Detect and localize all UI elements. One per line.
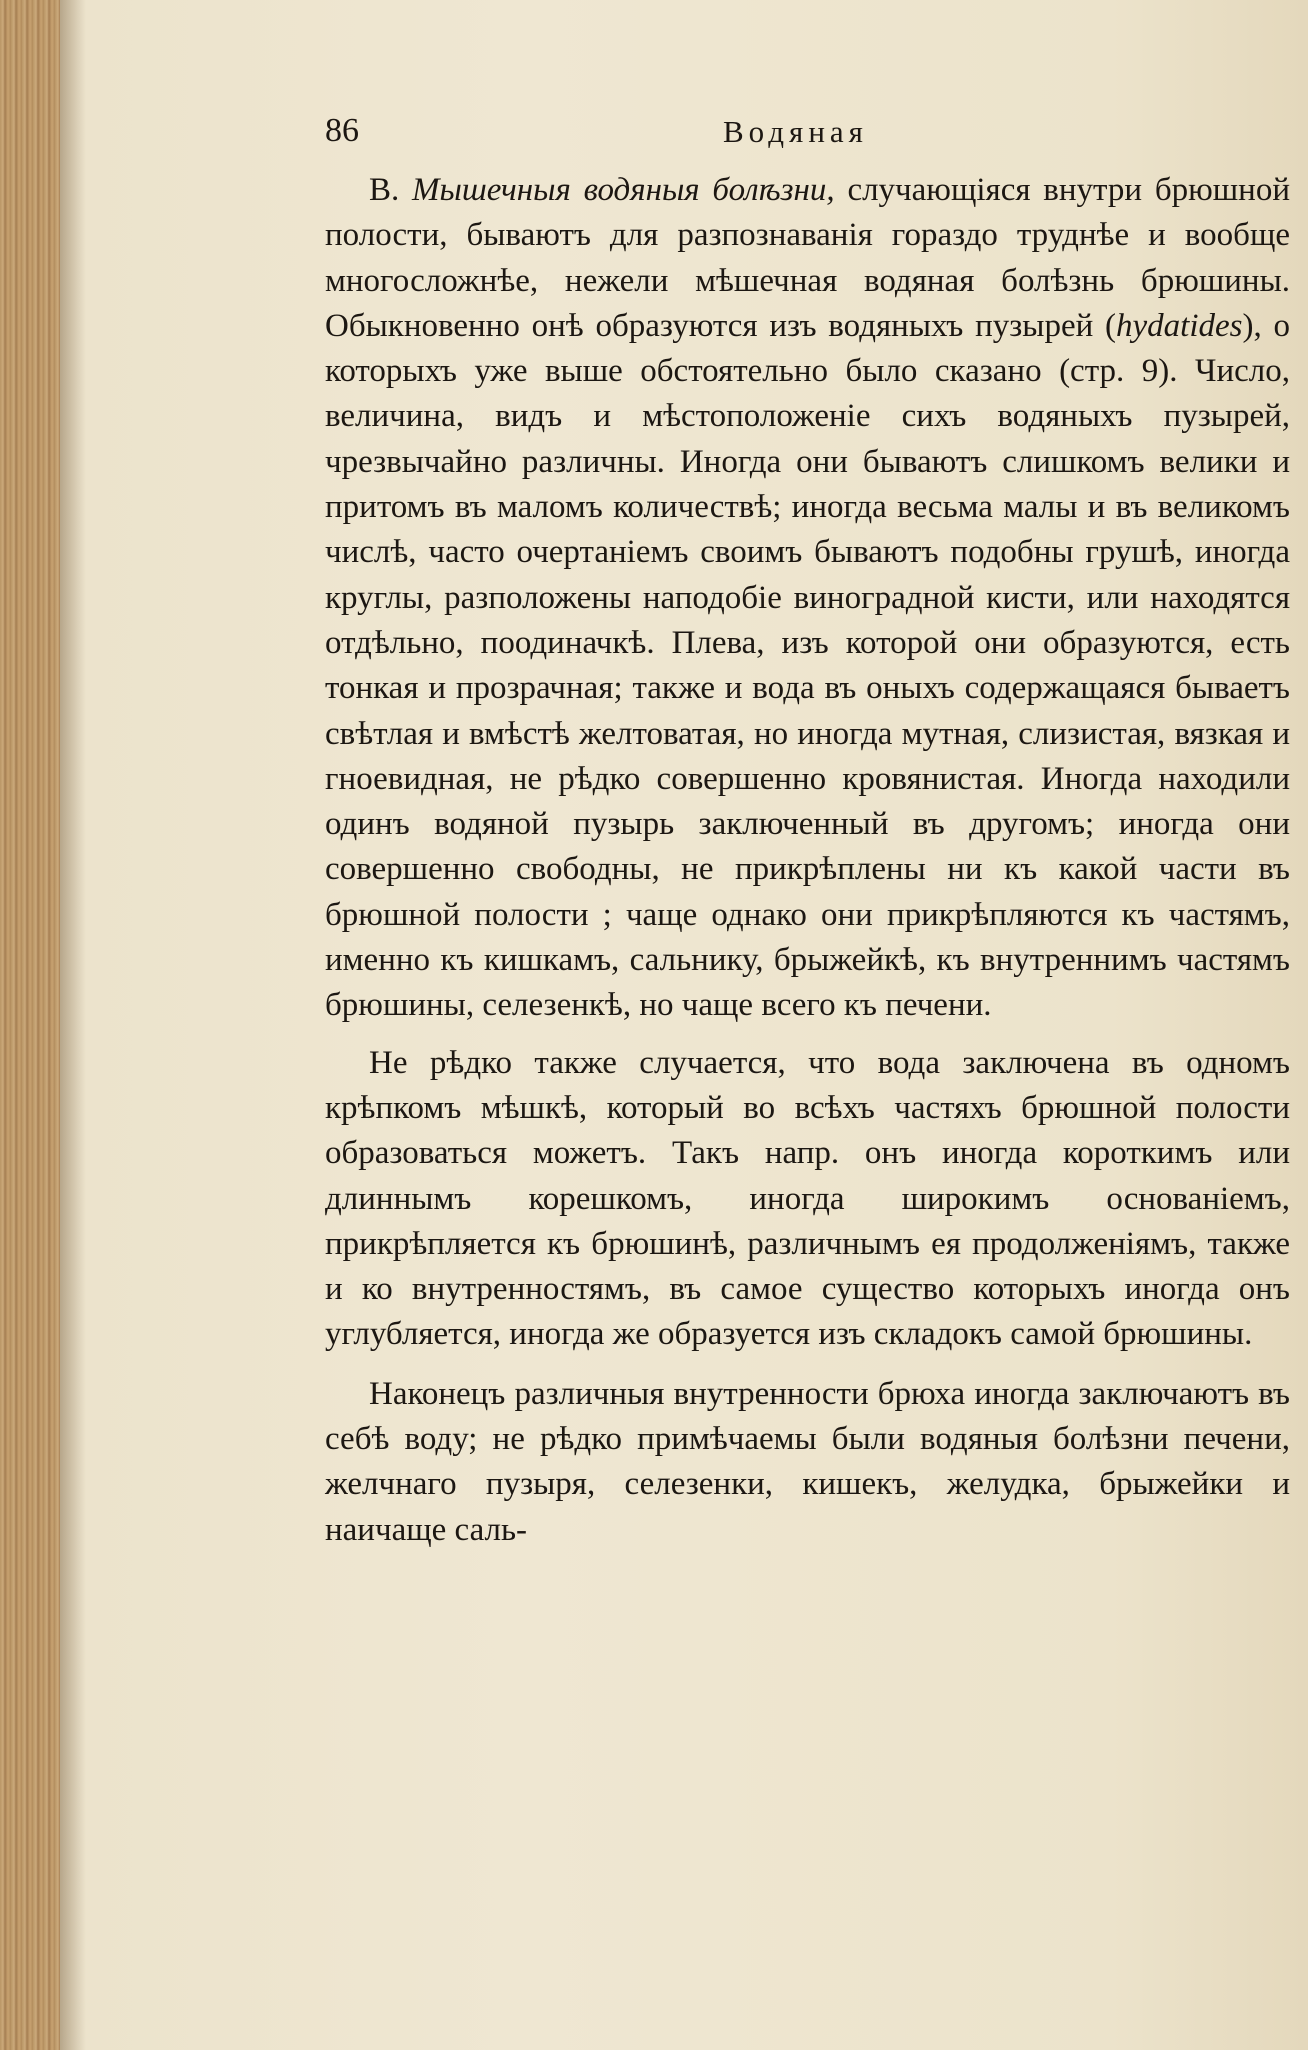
page-number: 86 — [325, 112, 359, 149]
body-text — [325, 168, 1290, 1553]
paragraph-3: Наконецъ различныя внутренности брюха иногда заключаютъ въ себѣ воду; не рѣдко примѣчаемы были водяныя болѣзни печени, желчнаго пузыря, селезенки, кишекъ, желудка, брыжейки и наичаще саль- — [325, 1375, 1290, 1548]
section-letter: В. — [369, 172, 400, 208]
paragraph-1-text-a: случающіяся внутри брюшной полости, бываютъ для разпознаванія гораздо труднѣе и вообще многосложнѣе, нежели мѣшечная водяная болѣзнь брюшины. Обыкновенно онѣ образуются изъ водяныхъ пузырей ( — [325, 172, 1290, 344]
page-header — [325, 112, 1290, 162]
paragraph-1-text-b: ), о которыхъ уже выше обстоятельно было сказано (стр. 9). Число, величина, видъ и мѣстоположеніе сихъ водяныхъ пузырей, чрезвычайно различны. Иногда они бываютъ слишкомъ велики и притомъ въ маломъ количествѣ; иногда весьма малы и въ великомъ числѣ, часто очертаніемъ своимъ бываютъ подобны грушѣ, иногда круглы, разположены наподобіе виноградной кисти, или находятся отдѣльно, поодиначкѣ. Плева, изъ которой они образуются, есть тонкая и прозрачная; также и вода въ оныхъ содержащаяся бываетъ свѣтлая и вмѣстѣ желтоватая, но иногда мутная, слизистая, вязкая и гноевидная, не рѣдко совершенно кровянистая. Иногда находили одинъ водяной пузырь заключенный въ другомъ; иногда они совершенно свободны, не прикрѣплены ни къ какой части въ брюшной полости ; чаще однако они прикрѣпляются къ частямъ, именно къ кишкамъ, сальнику, брыжейкѣ, къ внутреннимъ частямъ брюшины, селезенкѣ, но чаще всего къ печени. — [325, 307, 1290, 1024]
latin-term: hydatides — [1116, 307, 1243, 344]
running-head: Водяная — [723, 114, 868, 149]
gutter-shadow — [60, 0, 86, 2050]
paragraph-2: Не рѣдко также случается, что вода заключена въ одномъ крѣпкомъ мѣшкѣ, который во всѣхъ частяхъ брюшной полости образоваться можетъ. Такъ напр. онъ иногда короткимъ или длиннымъ корешкомъ, иногда широкимъ основаніемъ, прикрѣпляется къ брюшинѣ, различнымъ ея продолженіямъ, также и ко внутренностямъ, въ самое существо которыхъ иногда онъ углубляется, иногда же образуется изъ складокъ самой брюшины. — [325, 1044, 1290, 1353]
book-spine-edge — [0, 0, 60, 2050]
paragraph-1 — [325, 168, 1290, 1029]
section-heading: Мышечныя водяныя болѣзни, — [412, 172, 835, 208]
